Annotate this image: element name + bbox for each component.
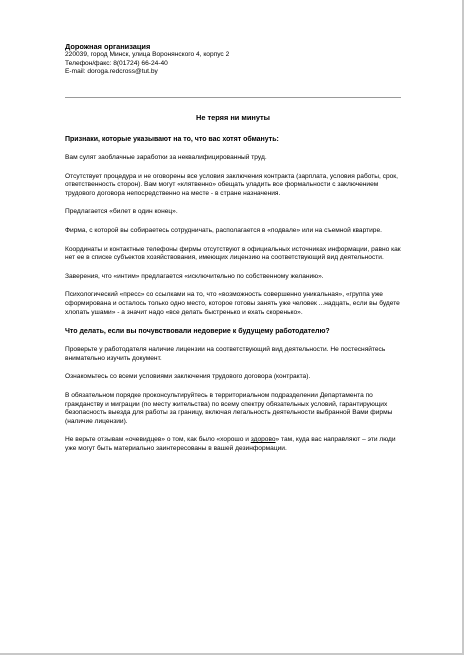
letterhead bbox=[65, 42, 400, 77]
paragraph: В обязательном порядке проконсультируйтесь в территориальном подразделении Департамента по гражданству и миграции (по месту жительства) по всему спектру обязательных условий, гарантирующих безопасность выезда для работы за границу, включая легальность деятельности выбранной Вами фирмы (наличие лицензии). bbox=[65, 391, 393, 425]
section-heading-what-to-do: Что делать, если вы почувствовали недоверие к будущему работодателю? bbox=[65, 328, 330, 336]
paragraph: Психологический «пресс» со ссылками на то, что «возможность совершенно уникальная», «группа уже сформирована и осталось только одно место, которое готовы занять уже человек ...надцать, если вы будете хлопать ушами» - а значит надо «все делать быстренько и ехать скоренько». bbox=[65, 291, 400, 316]
section-heading-warning-signs: Признаки, которые указывают на то, что вас хотят обмануть: bbox=[65, 136, 279, 143]
article-title: Не теряя ни минуты bbox=[196, 113, 270, 122]
paragraph: Вам сулят заоблачные заработки за неквалифицированный труд. bbox=[65, 154, 267, 161]
paragraph: Проверьте у работодателя наличие лицензии на соответствующий вид деятельности. Не постесняйтесь внимательно изучить документ. bbox=[65, 346, 386, 362]
email-line: E-mail: doroga.redcross@tut.by bbox=[65, 68, 158, 76]
paragraph: Отсутствует процедура и не оговорены все условия заключения контракта (зарплата, условия работы, срок, ответственность сторон). Вам могут «клятвенно» обещать уладить все формальности с заключением трудового договора непосредственно на месте - в стране назначения. bbox=[65, 172, 399, 197]
phone-fax-line: Телефон/факс: 8(01724) 66-24-40 bbox=[65, 59, 168, 67]
paragraph-last bbox=[65, 436, 401, 453]
organization-name: Дорожная организация bbox=[65, 42, 151, 51]
paragraph: Ознакомьтесь со всеми условиями заключения трудового договора (контракта). bbox=[65, 373, 311, 381]
paragraph: Фирма, с которой вы собираетесь сотрудничать, располагается в «подвале» или на съемной квартире. bbox=[65, 226, 382, 234]
address-line: 220039, город Минск, улица Воронянского 4, корпус 2 bbox=[65, 51, 230, 58]
paragraph: Координаты и контактные телефоны фирмы отсутствуют в официальных источниках информации, равно как нет ее в списке субъектов хозяйствования, имеющих лицензию на соответствующий вид деятельности. bbox=[65, 245, 401, 262]
article-body bbox=[65, 113, 401, 463]
header-divider bbox=[65, 97, 401, 98]
underlined-word: здорово bbox=[250, 436, 276, 444]
last-paragraph-part2: » там, куда вас направляют – эти люди уже могут быть материально заинтересованы в вашей дезинформации. bbox=[65, 436, 396, 452]
paragraph: Предлагается «билет в один конец». bbox=[65, 208, 178, 216]
last-paragraph-part1: Не верьте отзывам «очевидцев» о том, как было «хорошо и bbox=[65, 436, 251, 444]
paragraph: Заверения, что «интим» предлагается «исключительно по собственному желанию». bbox=[65, 272, 324, 280]
